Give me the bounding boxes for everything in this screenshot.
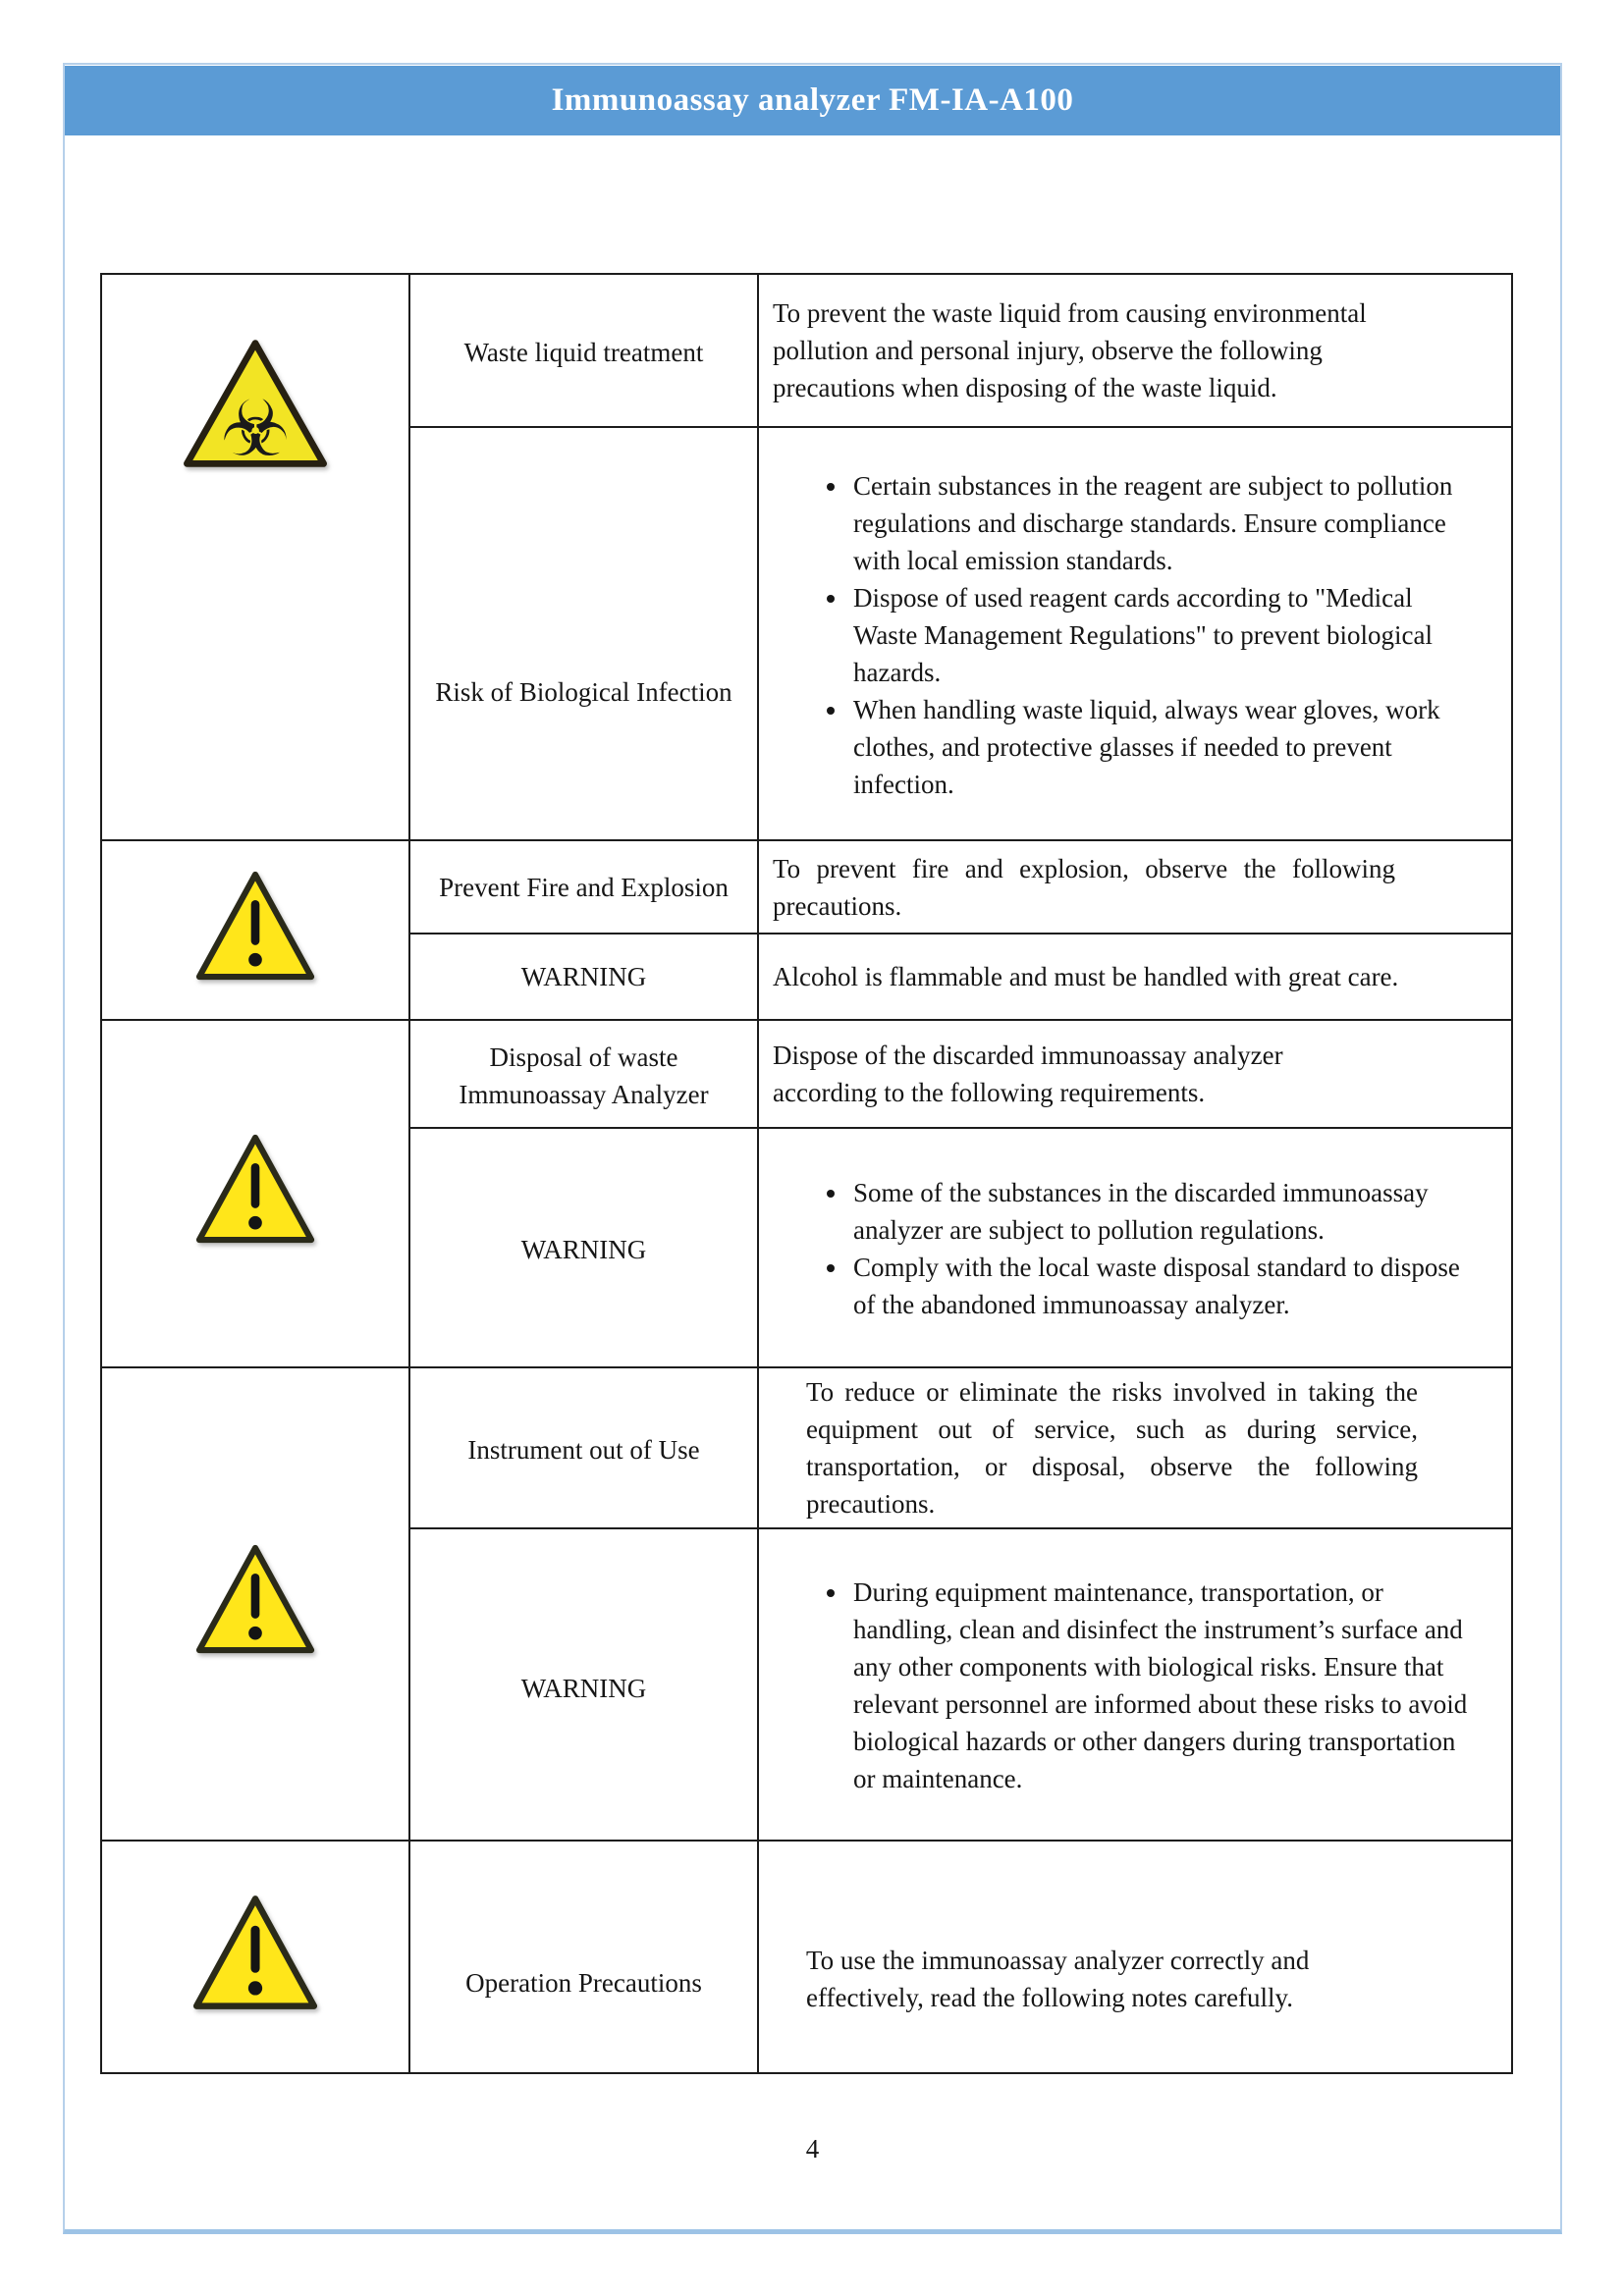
row-content xyxy=(758,1128,1512,1367)
page-number: 4 xyxy=(805,2134,820,2163)
table-row xyxy=(101,1367,1512,1528)
row-content: To prevent the waste liquid from causing environmental pollution and personal injury, observe the following precautions when disposing of the waste liquid. xyxy=(758,274,1512,427)
row-content xyxy=(758,427,1512,840)
biohazard-icon xyxy=(182,336,329,471)
table-row xyxy=(101,1841,1512,2073)
svg-text:☣: ☣ xyxy=(220,384,291,471)
row-label: Instrument out of Use xyxy=(409,1367,758,1528)
bullet-item: • During equipment maintenance, transportation, or handling, clean and disinfect the instrument’s surface and any other components with biological risks. Ensure that relevant personnel are informed about these risks to avoid biological hazards or other dangers during transportation or maintenance. xyxy=(849,1574,1482,1797)
row-content: Alcohol is flammable and must be handled with great care. xyxy=(758,934,1512,1020)
row-content xyxy=(758,1528,1512,1841)
row-content: To prevent fire and explosion, observe the following precautions. xyxy=(758,840,1512,934)
row-label: WARNING xyxy=(409,934,758,1020)
bullet-item: • When handling waste liquid, always wear gloves, work clothes, and protective glasses if needed to prevent infection. xyxy=(849,691,1482,803)
safety-precautions-table xyxy=(100,273,1513,2074)
row-label: Disposal of waste Immunoassay Analyzer xyxy=(409,1020,758,1128)
header-bar xyxy=(65,66,1560,135)
table-row xyxy=(101,274,1512,427)
warning-icon xyxy=(194,1543,316,1655)
row-label: WARNING xyxy=(409,1128,758,1367)
row-label: Waste liquid treatment xyxy=(409,274,758,427)
row-label: Operation Precautions xyxy=(409,1841,758,2073)
row-content: Dispose of the discarded immunoassay analyzer according to the following requirements. xyxy=(758,1020,1512,1128)
row-content: To use the immunoassay analyzer correctly and effectively, read the following notes carefully. xyxy=(758,1841,1512,2073)
bullet-item: • Dispose of used reagent cards according to "Medical Waste Management Regulations" to prevent biological hazards. xyxy=(849,579,1482,691)
bullet-item: • Comply with the local waste disposal standard to dispose of the abandoned immunoassay analyzer. xyxy=(849,1249,1482,1323)
bullet-item: • Some of the substances in the discarded immunoassay analyzer are subject to pollution regulations. xyxy=(849,1174,1482,1249)
warning-icon-cell xyxy=(101,1367,409,1841)
row-content: To reduce or eliminate the risks involved in taking the equipment out of service, such as during service, transportation, or disposal, observe the following precautions. xyxy=(758,1367,1512,1528)
bullet-list xyxy=(773,467,1482,803)
page-title: Immunoassay analyzer FM-IA-A100 xyxy=(551,82,1074,118)
bullet-item: • Certain substances in the reagent are subject to pollution regulations and discharge standards. Ensure compliance with local emission standards. xyxy=(849,467,1482,579)
warning-icon-cell xyxy=(101,1020,409,1367)
warning-icon xyxy=(194,1133,316,1245)
warning-icon xyxy=(191,1894,319,2011)
row-label: WARNING xyxy=(409,1528,758,1841)
row-label: Risk of Biological Infection xyxy=(409,427,758,840)
table-row xyxy=(101,1020,1512,1128)
table-row xyxy=(101,840,1512,934)
document-page xyxy=(63,63,1562,2234)
warning-icon xyxy=(194,870,316,982)
bullet-list xyxy=(773,1174,1482,1323)
bullet-list xyxy=(773,1574,1482,1797)
biohazard-icon-cell xyxy=(101,274,409,840)
warning-icon-cell xyxy=(101,840,409,1020)
warning-icon-cell xyxy=(101,1841,409,2073)
row-label: Prevent Fire and Explosion xyxy=(409,840,758,934)
